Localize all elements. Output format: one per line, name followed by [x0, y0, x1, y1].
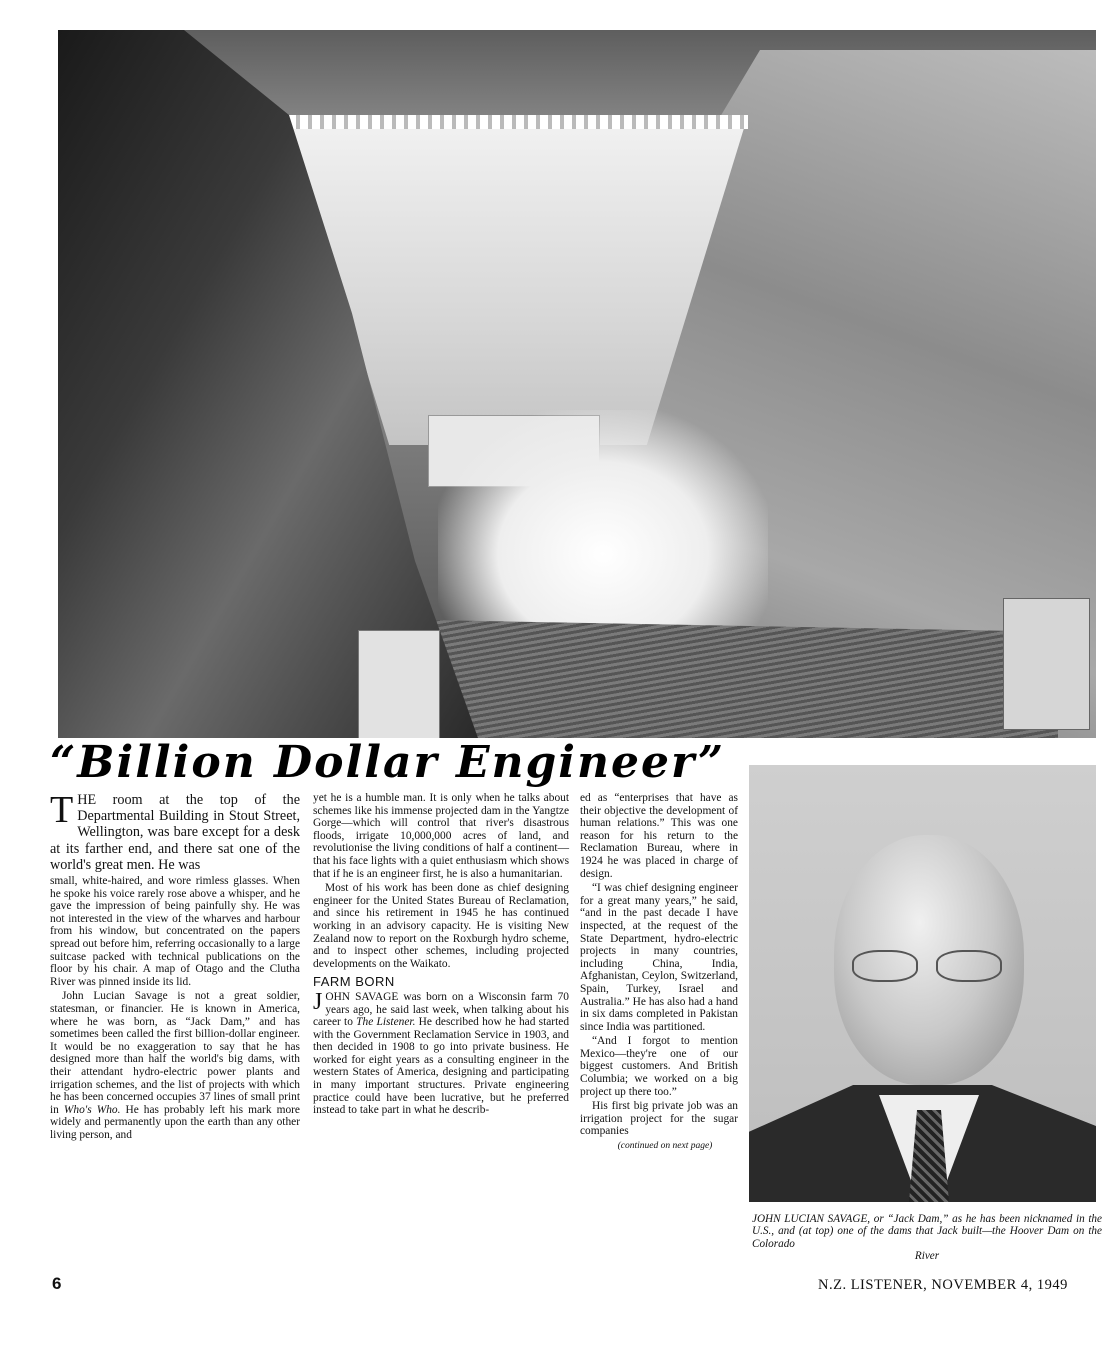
photo-dam-crest	[288, 115, 748, 129]
caption-text-last-line: River	[914, 1249, 940, 1262]
portrait-glasses	[844, 950, 1014, 980]
photo-caption	[752, 1213, 1102, 1262]
paragraph-text: OHN SAVAGE was born on a Wisconsin farm 70 years ago, he said last week, when talking about his career to	[313, 990, 569, 1029]
paragraph	[313, 988, 570, 1117]
paragraph: ed as “enterprises that have as their objective the development of human relations.” This was one reason for his return to the Reclamation Bureau, where in 1924 he was placed in charge of design.	[580, 792, 738, 880]
paragraph: yet he is a humble man. It is only when he talks about schemes like his immense projected dam in the Yangtze Gorge—which will control that river's disastrous floods, irrigate 10,000,000 acres of land, and revolutionise the living conditions of half a continent—that his face lights with a quiet enthusiasm which shows that if he is an engineer first, he is also a humanitarian.	[313, 792, 569, 880]
paragraph: “I was chief designing engineer for a great many years,” he said, “and in the past decade I have inspected, at the request of the State Department, hydro-electric projects in many countries, including China, India, Afghanistan, Ceylon, Switzerland, Spain, Turkey, Israel and Australia.” He has also had a hand in six dams completed in Pakistan since India was partitioned.	[580, 882, 738, 1033]
article-column-2	[313, 792, 569, 1119]
article-column-3	[580, 792, 738, 1155]
paragraph: His first big private job was an irrigation project for the sugar companies	[580, 1100, 738, 1138]
paragraph-text: He described how he had started with the Government Reclamation Service in 1903, and then decided in 1908 to go into private business. He worked for eight years as a consulting engineer in the western States of America, designing and participating in many important structures. Private engineering practice could have been lucrative, but he preferred instead to take part in what he describ-	[313, 1016, 570, 1117]
lead-text: HE room at the top of the Departmental Building in Stout Street, Wellington, was bare except for a desk at its farther end, and there sat one of the world's great men. He was	[50, 792, 300, 873]
article-column-1	[50, 789, 300, 1143]
paragraph: small, white-haired, and wore rimless glasses. When he spoke his voice rarely rose above a whisper, and he gave the impression of being painfully shy. He was not interested in the view of the wharves and harbour from his window, but concentrated on the papers spread out before him, referring occasionally to a large suitcase packed with technical publications on the floor by his chair. A map of Otago and the Clutha River was pinned inside its lid.	[50, 875, 300, 988]
drop-cap: T	[50, 789, 74, 831]
paragraph-text: He has probably left his mark more widely and permanently upon the earth than any other living person, and	[50, 1103, 300, 1141]
caption-text: JOHN LUCIAN SAVAGE, or “Jack Dam,” as he has been nicknamed in the U.S., and (at top) one of the dams that Jack built—the Hoover Dam on the Colorado	[752, 1213, 1102, 1250]
italic-title: Who's Who.	[63, 1103, 121, 1116]
italic-title: The Listener.	[356, 1016, 416, 1029]
section-subhead: FARM BORN	[313, 974, 395, 990]
continued-note: (continued on next page)	[617, 1141, 713, 1152]
paragraph-text: John Lucian Savage is not a great soldier, statesman, or financier. He is known in America, where he was born, as “Jack Dam,” and has sometimes been called the first billion-dollar engineer. It would be no exaggeration to say that he has designed more than half the world's big dams, with their attendant hydro-electric power plants and irrigation schemes, and the list of projects with which he has been concerned occupies 37 lines of small print in	[50, 990, 300, 1116]
photo-spillway-spray	[438, 410, 768, 650]
savage-portrait-photo	[749, 765, 1096, 1202]
page-number: 6	[52, 1274, 62, 1293]
publication-footer: N.Z. LISTENER, NOVEMBER 4, 1949	[818, 1277, 1068, 1293]
photo-right-intake-tower	[1003, 598, 1090, 730]
paragraph: Most of his work has been done as chief designing engineer for the United States Bureau of Reclamation, and since his retirement in 1945 he has continued working in an advisory capacity. He is visiting New Zealand now to report on the Roxburgh hydro scheme, and to inspect other schemes, including projected developments on the Waikato.	[313, 882, 569, 970]
paragraph: “And I forgot to mention Mexico—they're one of our biggest customers. And British Columbia; we worked on a big project up there too.”	[580, 1035, 738, 1098]
drop-cap: J	[313, 988, 323, 1015]
article-headline: “Billion Dollar Engineer”	[50, 737, 726, 788]
hoover-dam-photo	[58, 30, 1096, 738]
paragraph	[50, 990, 300, 1141]
lead-paragraph	[50, 789, 300, 873]
photo-left-intake-tower	[358, 630, 440, 738]
